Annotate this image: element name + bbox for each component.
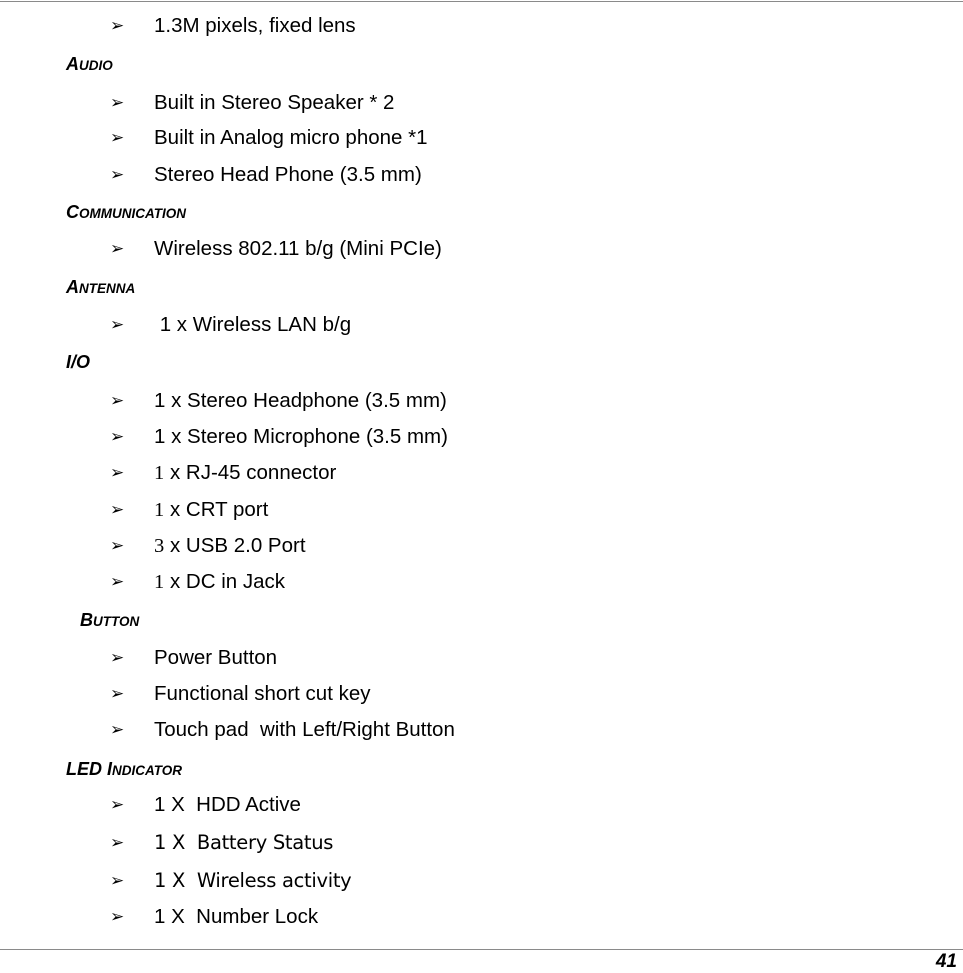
button-item-text: Functional short cut key — [154, 682, 371, 705]
button-item-text: Power Button — [154, 646, 278, 669]
audio-item-text: Built in Stereo Speaker * 2 — [154, 91, 395, 114]
list-item — [0, 831, 800, 855]
list-item — [0, 313, 800, 337]
led-item-text: 1 X Battery Status — [154, 831, 334, 854]
led-item-text: 1 X Number Lock — [154, 905, 319, 928]
camera-item-text: 1.3M pixels, fixed lens — [154, 14, 356, 37]
list-item — [0, 682, 800, 706]
arrow-bullet-icon: ➢ — [110, 16, 125, 36]
list-item — [0, 425, 800, 449]
list-item — [0, 718, 800, 742]
arrow-bullet-icon: ➢ — [110, 500, 125, 520]
io-heading: I/O — [66, 352, 91, 372]
list-item — [0, 498, 800, 522]
list-item — [0, 869, 800, 893]
arrow-bullet-icon: ➢ — [110, 391, 125, 411]
list-item — [0, 793, 800, 817]
arrow-bullet-icon: ➢ — [110, 93, 125, 113]
list-item — [0, 126, 800, 150]
arrow-bullet-icon: ➢ — [110, 128, 125, 148]
arrow-bullet-icon: ➢ — [110, 165, 125, 185]
arrow-bullet-icon: ➢ — [110, 572, 125, 592]
io-item-text: 1 x CRT port — [154, 498, 269, 521]
arrow-bullet-icon: ➢ — [110, 684, 125, 704]
antenna-item-text: 1 x Wireless LAN b/g — [154, 313, 352, 336]
arrow-bullet-icon: ➢ — [110, 536, 125, 556]
io-item-text: 1 x Stereo Microphone (3.5 mm) — [154, 425, 448, 448]
antenna-heading: ANTENNA — [66, 277, 136, 297]
io-item-text: 3 x USB 2.0 Port — [154, 534, 306, 557]
led-item-text: 1 X Wireless activity — [154, 869, 352, 892]
list-item — [0, 646, 800, 670]
page-number: 41 — [935, 951, 957, 972]
communication-item-text: Wireless 802.11 b/g (Mini PCIe) — [154, 237, 442, 260]
top-rule — [0, 1, 963, 2]
arrow-bullet-icon: ➢ — [110, 871, 125, 891]
arrow-bullet-icon: ➢ — [110, 907, 125, 927]
audio-item-text: Built in Analog micro phone *1 — [154, 126, 428, 149]
arrow-bullet-icon: ➢ — [110, 833, 125, 853]
arrow-bullet-icon: ➢ — [110, 463, 125, 483]
arrow-bullet-icon: ➢ — [110, 315, 125, 335]
list-item — [0, 461, 800, 485]
arrow-bullet-icon: ➢ — [110, 239, 125, 259]
led-item-text: 1 X HDD Active — [154, 793, 301, 816]
list-item — [0, 91, 800, 115]
io-item-text: 1 x RJ-45 connector — [154, 461, 337, 484]
list-item — [0, 237, 800, 261]
arrow-bullet-icon: ➢ — [110, 720, 125, 740]
io-item-text: 1 x DC in Jack — [154, 570, 285, 593]
list-item — [0, 14, 800, 38]
bottom-rule — [0, 949, 963, 950]
list-item — [0, 389, 800, 413]
list-item — [0, 534, 800, 558]
audio-heading: AUDIO — [66, 54, 113, 74]
list-item — [0, 163, 800, 187]
arrow-bullet-icon: ➢ — [110, 795, 125, 815]
audio-item-text: Stereo Head Phone (3.5 mm) — [154, 163, 422, 186]
led-indicator-heading: LED INDICATOR — [66, 759, 183, 779]
io-item-text: 1 x Stereo Headphone (3.5 mm) — [154, 389, 447, 412]
button-heading: BUTTON — [80, 610, 140, 630]
button-item-text: Touch pad with Left/Right Button — [154, 718, 455, 741]
list-item — [0, 905, 800, 929]
arrow-bullet-icon: ➢ — [110, 427, 125, 447]
list-item — [0, 570, 800, 594]
communication-heading: COMMUNICATION — [66, 202, 186, 222]
arrow-bullet-icon: ➢ — [110, 648, 125, 668]
